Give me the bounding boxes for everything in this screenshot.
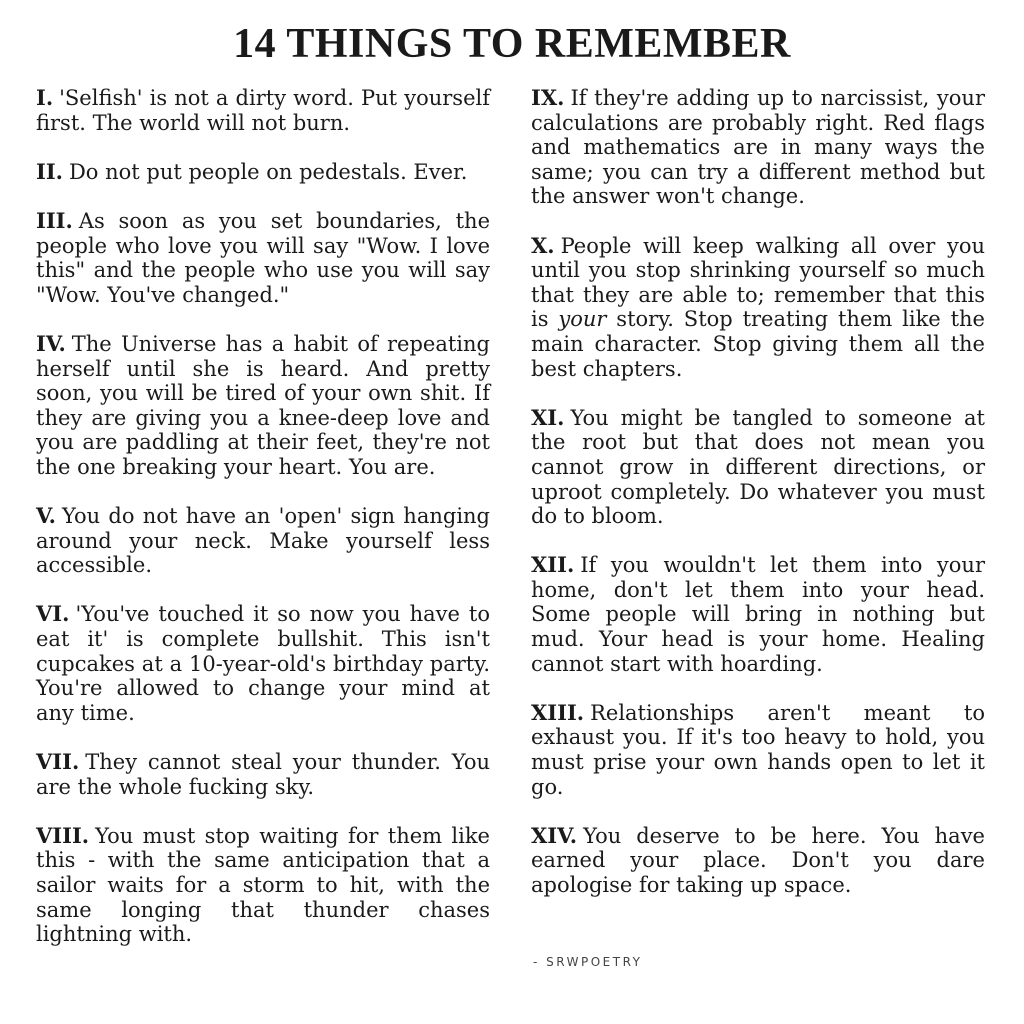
list-item-vi	[36, 602, 490, 725]
page-title: 14 THINGS TO REMEMBER	[233, 21, 791, 67]
list-item-ii	[36, 160, 490, 185]
item-text: You do not have an 'open' sign hanging around your neck. Make yourself less accessible.	[36, 504, 490, 578]
item-number: IX.	[531, 85, 565, 110]
item-number: X.	[531, 232, 555, 258]
item-text: You deserve to be here. You have earned your place. Don't you dare apologise for taking up space.	[531, 823, 985, 897]
item-text-before: People will keep walking all over you until you stop shrinking yourself so much that they are able to; remember that this is	[531, 233, 985, 332]
item-text: If they're adding up to narcissist, your calculations are probably right. Red flags and mathematics are in many ways the same; you can try a different method but the answer won't change.	[531, 86, 985, 209]
list-item-ix	[531, 86, 985, 209]
author-credit: - SRWPOETRY	[533, 955, 643, 969]
item-number: V.	[36, 503, 56, 529]
item-number: XIII.	[531, 699, 585, 725]
item-text: Do not put people on pedestals. Ever.	[68, 159, 468, 184]
item-number: II.	[36, 158, 63, 184]
item-text: They cannot steal your thunder. You are the whole fucking sky.	[36, 750, 490, 799]
item-text: 'Selfish' is not a dirty word. Put yourself first. The world will not burn.	[36, 86, 490, 135]
item-text: The Universe has a habit of repeating herself until she is heard. And pretty soon, you will be tired of your own shit. If they are giving you a knee-deep love and you are paddling at their feet, they're not the one breaking your heart. You are.	[36, 331, 490, 479]
item-text-emphasis: your	[558, 307, 607, 332]
item-number: IV.	[36, 330, 66, 356]
list-item-x	[531, 234, 985, 382]
item-number: XIV.	[531, 822, 578, 848]
right-column	[531, 86, 985, 922]
list-item-xiv	[531, 824, 985, 898]
item-text: You must stop waiting for them like this - with the same anticipation that a sailor waits for a storm to hit, with the same longing that thunder chases lightning with.	[36, 823, 490, 947]
item-text: As soon as you set boundaries, the people who love you will say "Wow. I love this" and the people who use you will say "Wow. You've changed."	[36, 208, 490, 307]
item-text: You might be tangled to someone at the root but that does not mean you cannot grow in different directions, or uproot completely. Do whatever you must do to bloom.	[531, 405, 985, 529]
list-item-iv	[36, 332, 490, 480]
left-column	[36, 86, 490, 971]
list-item-xii	[531, 553, 985, 676]
item-number: I.	[36, 85, 54, 110]
item-number: XII.	[531, 552, 575, 578]
item-number: VIII.	[36, 822, 90, 848]
item-number: III.	[36, 207, 73, 233]
item-number: XI.	[531, 404, 565, 430]
item-number: VII.	[36, 749, 80, 775]
list-item-v	[36, 504, 490, 578]
item-text: 'You've touched it so now you have to eat it' is complete bullshit. This isn't cupcakes at a 10-year-old's birthday party. You're allowed to change your mind at any time.	[36, 602, 490, 725]
list-item-viii	[36, 824, 490, 947]
list-item-vii	[36, 750, 490, 799]
item-number: VI.	[36, 601, 70, 627]
item-text: If you wouldn't let them into your home, don't let them into your head. Some people will bring in nothing but mud. Your head is your home. Healing cannot start with hoarding.	[531, 553, 985, 676]
item-text: Relationships aren't meant to exhaust you. If it's too heavy to hold, you must prise your own hands open to let it go.	[531, 700, 985, 799]
list-item-iii	[36, 209, 490, 307]
list-item-xiii	[531, 701, 985, 799]
list-item-xi	[531, 406, 985, 529]
item-text-after: story. Stop treating them like the main character. Stop giving them all the best chapters.	[531, 307, 985, 381]
list-item-i	[36, 86, 490, 135]
